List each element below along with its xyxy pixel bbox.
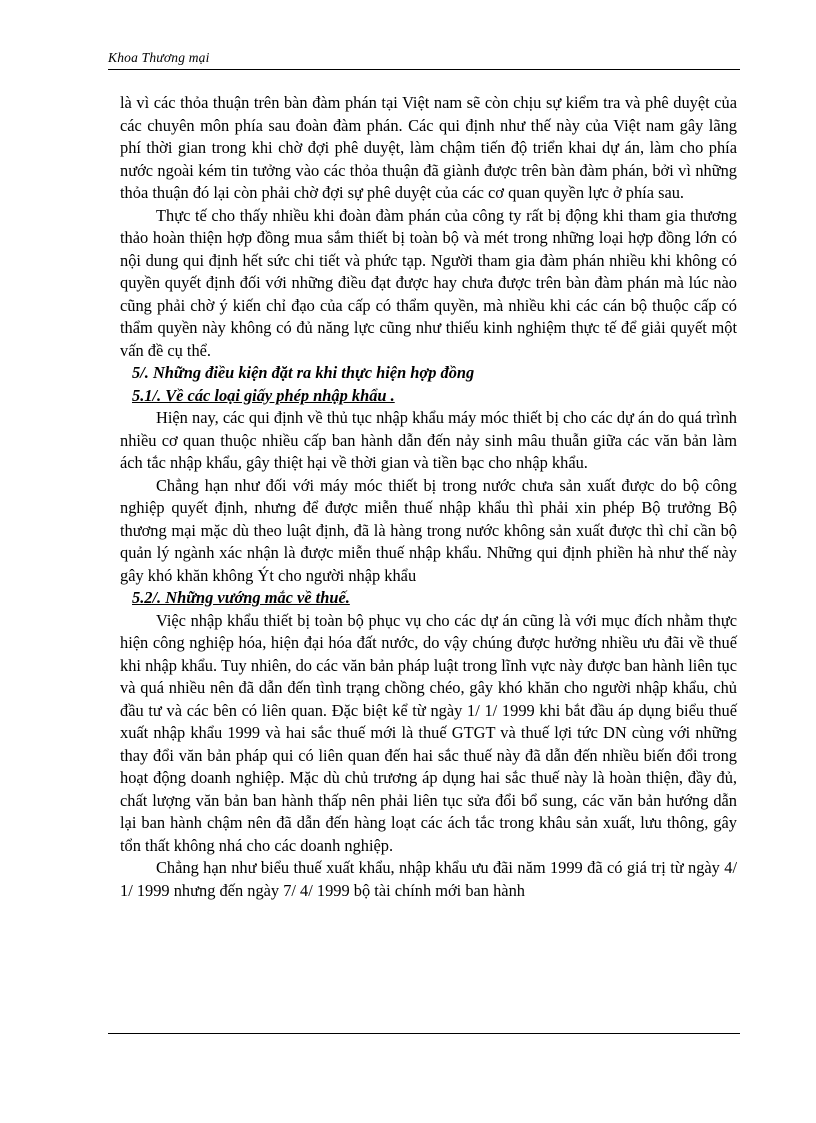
- paragraph-negotiation: Thực tế cho thấy nhiều khi đoàn đàm phán của công ty rất bị động khi tham gia thương thảo hoàn thiện hợp đồng mua sắm thiết bị toàn bộ và mét trong những loại hợp đồng lớn có nội dung qui định hết sức chi tiết và phức tạp. Người tham gia đàm phán nhiều khi không có quyền quyết định đối với những điều đạt được hay chưa được trên bàn đàm phán mà lúc nào cũng phải chờ ý kiến chỉ đạo của cấp có thẩm quyền, mà nhiều khi các cán bộ thuộc cấp có thẩm quyền này không có đủ năng lực cũng như thiếu kinh nghiệm thực tế để giải quyết một vấn đề cụ thể.: [120, 205, 737, 360]
- document-body: [120, 92, 737, 902]
- footer-divider: [108, 1033, 740, 1034]
- subsection-heading-5-1: 5.1/. Về các loại giấy phép nhập khẩu .: [132, 385, 395, 405]
- paragraph-tax-exemption-example: Chẳng hạn như đối với máy móc thiết bị trong nước chưa sản xuất được do bộ công nghiệp quyết định, nhưng để được miễn thuế nhập khẩu thì phải xin phép Bộ trưởng Bộ thương mại mặc dù theo luật định, đã là hàng trong nước không sản xuất được thì chỉ cần bộ quản lý ngành xác nhận là được miễn thuế nhập khẩu. Những qui định phiền hà như thế này gây khó khăn không Ýt cho người nhập khẩu: [120, 475, 737, 585]
- page-header: [108, 47, 740, 70]
- subsection-heading-5-2: 5.2/. Những vướng mắc về thuế.: [132, 588, 350, 607]
- paragraph-tariff-example: Chẳng hạn như biểu thuế xuất khẩu, nhập khẩu ưu đãi năm 1999 đã có giá trị từ ngày 4/ 1/ 1999 nhưng đến ngày 7/ 4/ 1999 bộ tài chính mới ban hành: [120, 858, 737, 900]
- paragraph-tax-issues: Việc nhập khẩu thiết bị toàn bộ phục vụ cho các dự án cũng là với mục đích nhằm thực hiện công nghiệp hóa, hiện đại hóa đất nước, do vậy chúng được hưởng nhiều ưu đãi về thuế khi nhập khẩu. Tuy nhiên, do các văn bản pháp luật trong lĩnh vực này được ban hành liên tục và quá nhiều nên đã dẫn đến tình trạng chồng chéo, gây khó khăn cho người nhập khẩu, chủ đầu tư và các bên có liên quan. Đặc biệt kể từ ngày 1/ 1/ 1999 khi bắt đầu áp dụng biểu thuế xuất nhập khẩu 1999 và hai sắc thuế mới là thuế GTGT và thuế lợi tức DN cùng với những thay đổi văn bản pháp qui có liên quan đến hai sắc thuế này đã dẫn đến nhiều biến đổi trong hoạt động doanh nghiệp. Mặc dù chủ trương áp dụng hai sắc thuế này là hoàn thiện, đầy đủ, chất lượng văn bản ban hành thấp nên phải liên tục sửa đổi bổ sung, các văn bản hướng dẫn lại ban hành chậm nên đã dẫn đến hàng loạt các ách tắc trong khâu sản xuất, lưu thông, gây tổn thất không nhá cho các doanh nghiệp.: [120, 610, 737, 855]
- section-heading-5: 5/. Những điều kiện đặt ra khi thực hiện hợp đồng: [132, 363, 475, 382]
- paragraph-import-procedures: Hiện nay, các qui định về thủ tục nhập khẩu máy móc thiết bị cho các dự án do quá trình nhiều cơ quan thuộc nhiều cấp ban hành dẫn đến nảy sinh mâu thuẫn giữa các văn bản làm ách tắc nhập khẩu, gây thiệt hại về thời gian và tiền bạc cho nhập khẩu.: [120, 408, 737, 472]
- paragraph-approval: là vì các thỏa thuận trên bàn đàm phán tại Việt nam sẽ còn chịu sự kiểm tra và phê duyệt của các chuyên môn phía sau đoàn đàm phán. Các qui định như thế này của Việt nam gây lãng phí thời gian trong khi chờ đợi phê duyệt, làm chậm tiến độ triển khai dự án, làm cho phía nước ngoài kém tin tưởng vào các thỏa thuận đã giành được trên bàn đàm phán, bởi vì những thỏa thuận đó lại còn phải chờ đợi sự phê duyệt của các cơ quan quyền lực ở phía sau.: [120, 93, 737, 202]
- header-title: Khoa Thương mại: [108, 50, 210, 65]
